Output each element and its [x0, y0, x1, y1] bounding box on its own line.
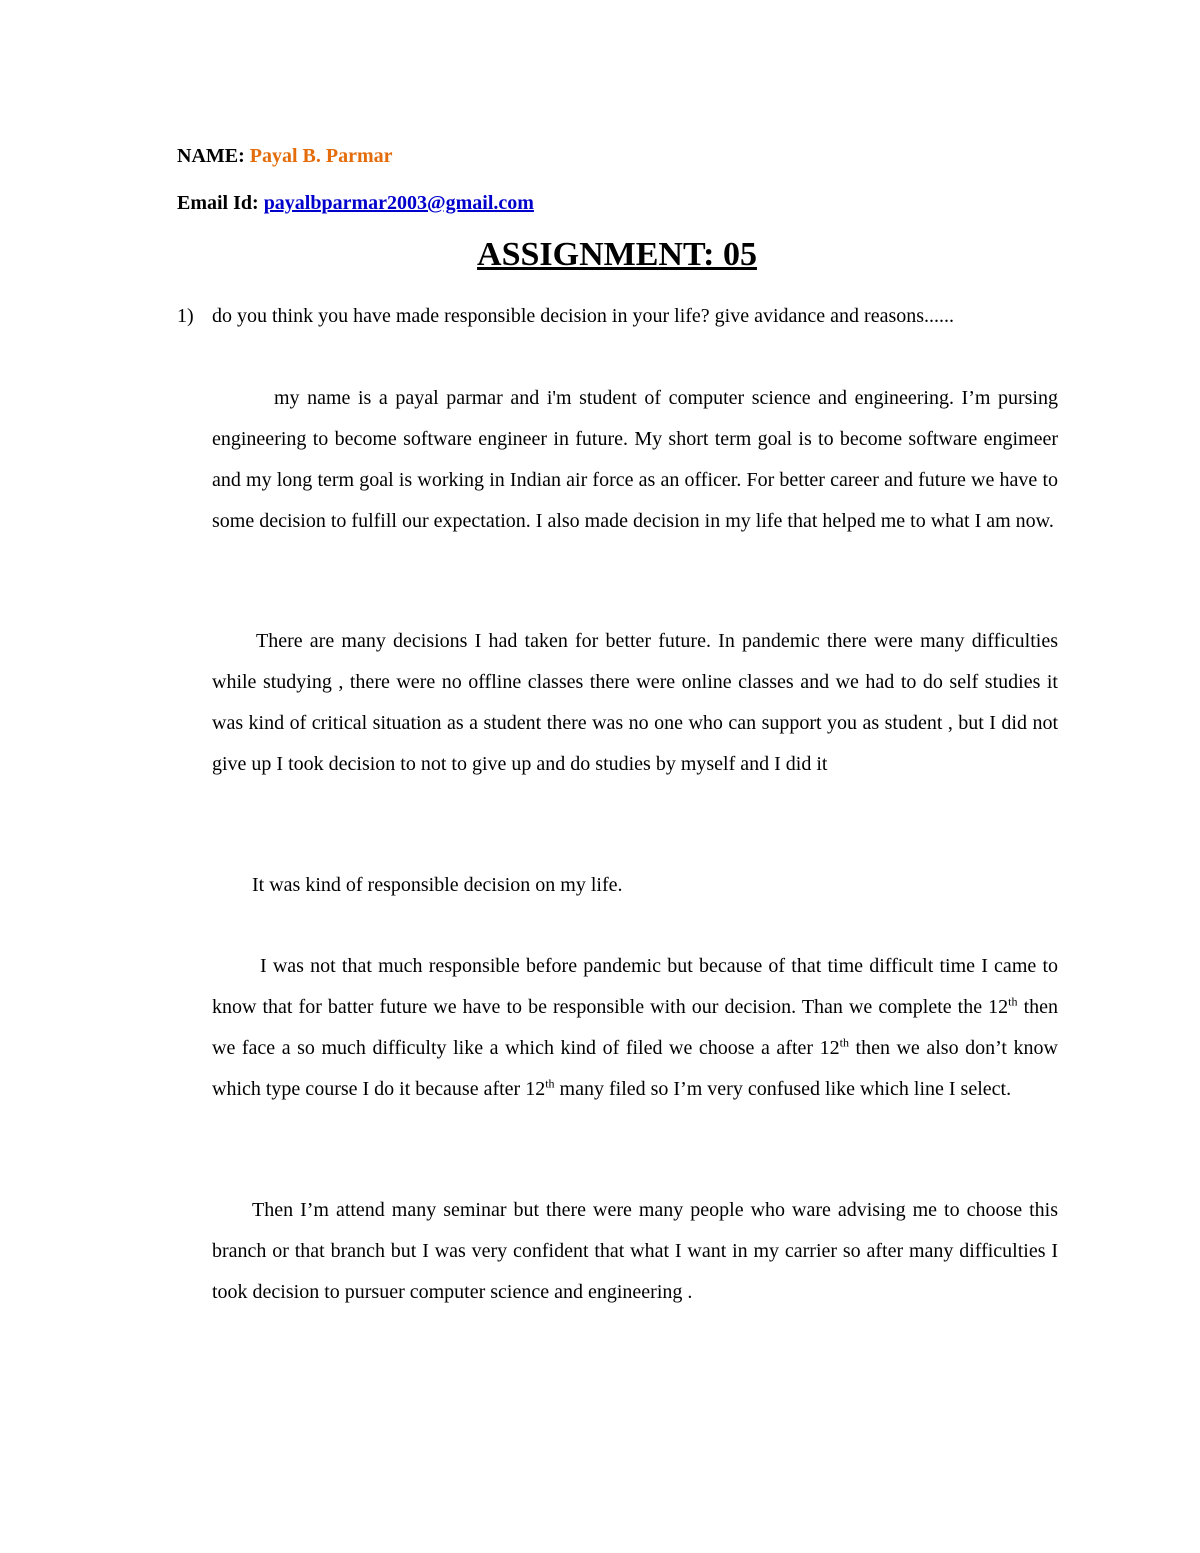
question-text: do you think you have made responsible decision in your life? give avidance and reasons......: [212, 305, 955, 327]
paragraph-choice-part-4: then we also don’t know which type course I do it because after 12: [212, 1037, 1058, 1100]
ordinal-suffix: th: [545, 1076, 555, 1091]
paragraph-choice-part-1: I was not that much responsible before pandemic but because of that time difficult time I came to know that for batter future we have to be responsible with our decision.: [212, 955, 1058, 1018]
question-number: 1): [177, 305, 194, 327]
name-value: Payal B. Parmar: [249, 145, 393, 167]
email-label: Email Id:: [177, 192, 259, 214]
question-1: [177, 296, 1059, 337]
ordinal-suffix: th: [839, 1035, 849, 1050]
name-label: NAME:: [177, 145, 245, 167]
page-title: ASSIGNMENT: 05: [477, 236, 757, 273]
paragraph-choice-part-2: Than we complete the 12: [801, 996, 1009, 1018]
email-link[interactable]: payalbparmar2003@gmail.com: [263, 192, 534, 214]
paragraph-intro-rest: I’m pursing engineering to become software engineer in future. My short term goal is to become software engimeer and my long term goal is working in Indian air force as an officer. For better career and future we have to some decision to fulfill our expectation. I also made decision in my life that helped me to what I am now.: [212, 387, 1058, 532]
paragraph-responsible: It was kind of responsible decision on my life.: [252, 874, 623, 896]
paragraph-seminar: Then I’m attend many seminar but there were many people who ware advising me to choose this branch or that branch but I was very confident that what I want in my carrier so after many difficulties I took decision to pursuer computer science and engineering .: [212, 1199, 1058, 1303]
paragraph-choice-part-3: then we face a so much difficulty like a which kind of filed we choose a after 12: [212, 996, 1058, 1059]
paragraph-intro-first-line: my name is a payal parmar and i'm student of computer science and engineering.: [274, 387, 954, 409]
paragraph-choice-part-5: many filed so I’m very confused like which line I select.: [554, 1078, 1012, 1100]
email-field: [177, 192, 534, 215]
name-field: [177, 145, 393, 168]
paragraph-intro: [212, 378, 1058, 542]
ordinal-suffix: th: [1008, 994, 1018, 1009]
paragraph-pandemic: There are many decisions I had taken for better future. In pandemic there were many difficulties while studying , there were no offline classes there were online classes and we had to do self studies it was kind of critical situation as a student there was no one who can support you as student , but I did not give up I took decision to not to give up and do studies by myself and I did it: [212, 630, 1058, 775]
paragraph-choice: [212, 946, 1058, 1110]
